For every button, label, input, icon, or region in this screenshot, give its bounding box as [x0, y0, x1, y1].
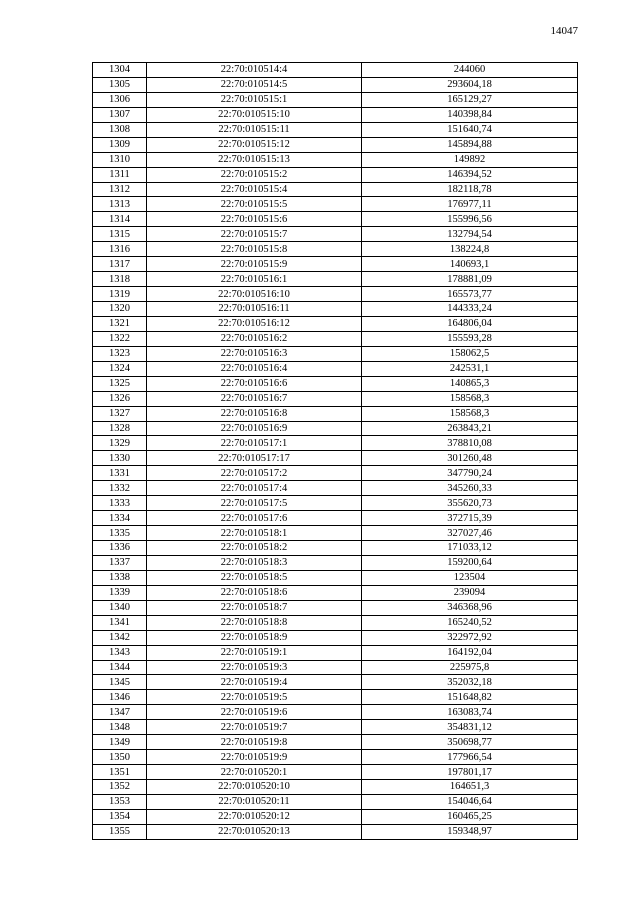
cadastral-number-cell: 22:70:010516:6 — [147, 376, 362, 391]
cadastral-value-cell: 123504 — [362, 570, 578, 585]
cadastral-number-cell: 22:70:010515:10 — [147, 107, 362, 122]
cadastral-value-cell: 163083,74 — [362, 705, 578, 720]
cadastral-value-cell: 140693,1 — [362, 257, 578, 272]
cadastral-value-cell: 171033,12 — [362, 541, 578, 556]
cadastral-value-cell: 158062,5 — [362, 346, 578, 361]
table-row — [93, 242, 578, 257]
row-number-cell: 1353 — [93, 794, 147, 809]
table-row — [93, 735, 578, 750]
cadastral-number-cell: 22:70:010518:3 — [147, 555, 362, 570]
table-row — [93, 122, 578, 137]
table-row — [93, 809, 578, 824]
cadastral-value-cell: 347790,24 — [362, 466, 578, 481]
row-number-cell: 1332 — [93, 481, 147, 496]
cadastral-number-cell: 22:70:010515:4 — [147, 182, 362, 197]
row-number-cell: 1318 — [93, 272, 147, 287]
table-row — [93, 137, 578, 152]
cadastral-number-cell: 22:70:010517:4 — [147, 481, 362, 496]
row-number-cell: 1341 — [93, 615, 147, 630]
row-number-cell: 1317 — [93, 257, 147, 272]
row-number-cell: 1315 — [93, 227, 147, 242]
table-row — [93, 197, 578, 212]
row-number-cell: 1349 — [93, 735, 147, 750]
cadastral-value-cell: 158568,3 — [362, 391, 578, 406]
row-number-cell: 1308 — [93, 122, 147, 137]
cadastral-number-cell: 22:70:010514:4 — [147, 63, 362, 78]
row-number-cell: 1329 — [93, 436, 147, 451]
cadastral-value-cell: 164806,04 — [362, 316, 578, 331]
table-row — [93, 92, 578, 107]
cadastral-number-cell: 22:70:010519:8 — [147, 735, 362, 750]
row-number-cell: 1334 — [93, 511, 147, 526]
table-row — [93, 780, 578, 795]
cadastral-value-cell: 146394,52 — [362, 167, 578, 182]
table-row — [93, 466, 578, 481]
cadastral-value-cell: 155996,56 — [362, 212, 578, 227]
cadastral-number-cell: 22:70:010517:2 — [147, 466, 362, 481]
cadastral-value-table — [92, 62, 578, 840]
cadastral-number-cell: 22:70:010514:5 — [147, 77, 362, 92]
cadastral-value-cell: 155593,28 — [362, 331, 578, 346]
table-row — [93, 526, 578, 541]
cadastral-value-cell: 164651,3 — [362, 780, 578, 795]
cadastral-number-cell: 22:70:010515:1 — [147, 92, 362, 107]
table-row — [93, 630, 578, 645]
table-row — [93, 316, 578, 331]
cadastral-number-cell: 22:70:010520:1 — [147, 765, 362, 780]
cadastral-number-cell: 22:70:010516:8 — [147, 406, 362, 421]
cadastral-number-cell: 22:70:010515:13 — [147, 152, 362, 167]
cadastral-number-cell: 22:70:010515:8 — [147, 242, 362, 257]
row-number-cell: 1321 — [93, 316, 147, 331]
table-row — [93, 705, 578, 720]
table-row — [93, 794, 578, 809]
row-number-cell: 1320 — [93, 302, 147, 317]
row-number-cell: 1355 — [93, 824, 147, 839]
table-row — [93, 287, 578, 302]
row-number-cell: 1313 — [93, 197, 147, 212]
cadastral-value-cell: 301260,48 — [362, 451, 578, 466]
row-number-cell: 1314 — [93, 212, 147, 227]
cadastral-number-cell: 22:70:010518:5 — [147, 570, 362, 585]
cadastral-number-cell: 22:70:010518:6 — [147, 585, 362, 600]
cadastral-number-cell: 22:70:010520:11 — [147, 794, 362, 809]
row-number-cell: 1324 — [93, 361, 147, 376]
table-row — [93, 645, 578, 660]
cadastral-number-cell: 22:70:010516:3 — [147, 346, 362, 361]
cadastral-value-cell: 138224,8 — [362, 242, 578, 257]
row-number-cell: 1312 — [93, 182, 147, 197]
cadastral-value-cell: 242531,1 — [362, 361, 578, 376]
cadastral-number-cell: 22:70:010518:8 — [147, 615, 362, 630]
cadastral-number-cell: 22:70:010519:5 — [147, 690, 362, 705]
row-number-cell: 1323 — [93, 346, 147, 361]
table-row — [93, 675, 578, 690]
row-number-cell: 1319 — [93, 287, 147, 302]
row-number-cell: 1343 — [93, 645, 147, 660]
table-row — [93, 451, 578, 466]
cadastral-number-cell: 22:70:010520:13 — [147, 824, 362, 839]
cadastral-value-cell: 140865,3 — [362, 376, 578, 391]
table-row — [93, 182, 578, 197]
row-number-cell: 1352 — [93, 780, 147, 795]
cadastral-number-cell: 22:70:010518:9 — [147, 630, 362, 645]
row-number-cell: 1336 — [93, 541, 147, 556]
cadastral-number-cell: 22:70:010519:9 — [147, 750, 362, 765]
row-number-cell: 1333 — [93, 496, 147, 511]
cadastral-value-cell: 140398,84 — [362, 107, 578, 122]
row-number-cell: 1338 — [93, 570, 147, 585]
cadastral-number-cell: 22:70:010516:4 — [147, 361, 362, 376]
table-row — [93, 481, 578, 496]
table-row — [93, 511, 578, 526]
table-body — [93, 63, 578, 840]
table-row — [93, 272, 578, 287]
row-number-cell: 1306 — [93, 92, 147, 107]
row-number-cell: 1328 — [93, 421, 147, 436]
cadastral-number-cell: 22:70:010516:12 — [147, 316, 362, 331]
table-row — [93, 227, 578, 242]
cadastral-value-cell: 244060 — [362, 63, 578, 78]
cadastral-value-cell: 345260,33 — [362, 481, 578, 496]
page-number: 14047 — [550, 25, 578, 37]
cadastral-value-cell: 322972,92 — [362, 630, 578, 645]
cadastral-value-cell: 151640,74 — [362, 122, 578, 137]
cadastral-number-cell: 22:70:010517:1 — [147, 436, 362, 451]
cadastral-value-cell: 263843,21 — [362, 421, 578, 436]
cadastral-number-cell: 22:70:010518:7 — [147, 600, 362, 615]
cadastral-value-cell: 132794,54 — [362, 227, 578, 242]
cadastral-number-cell: 22:70:010517:5 — [147, 496, 362, 511]
cadastral-number-cell: 22:70:010515:9 — [147, 257, 362, 272]
table-row — [93, 824, 578, 839]
table-row — [93, 421, 578, 436]
table-row — [93, 765, 578, 780]
table-row — [93, 107, 578, 122]
row-number-cell: 1335 — [93, 526, 147, 541]
cadastral-value-cell: 350698,77 — [362, 735, 578, 750]
cadastral-number-cell: 22:70:010519:7 — [147, 720, 362, 735]
cadastral-number-cell: 22:70:010517:6 — [147, 511, 362, 526]
row-number-cell: 1351 — [93, 765, 147, 780]
cadastral-value-cell: 178881,09 — [362, 272, 578, 287]
table-row — [93, 77, 578, 92]
table-row — [93, 346, 578, 361]
row-number-cell: 1322 — [93, 331, 147, 346]
row-number-cell: 1354 — [93, 809, 147, 824]
cadastral-value-cell: 144333,24 — [362, 302, 578, 317]
cadastral-number-cell: 22:70:010515:2 — [147, 167, 362, 182]
row-number-cell: 1347 — [93, 705, 147, 720]
cadastral-value-cell: 164192,04 — [362, 645, 578, 660]
cadastral-number-cell: 22:70:010519:4 — [147, 675, 362, 690]
table-row — [93, 361, 578, 376]
cadastral-value-cell: 346368,96 — [362, 600, 578, 615]
cadastral-number-cell: 22:70:010517:17 — [147, 451, 362, 466]
cadastral-number-cell: 22:70:010516:7 — [147, 391, 362, 406]
row-number-cell: 1345 — [93, 675, 147, 690]
row-number-cell: 1344 — [93, 660, 147, 675]
cadastral-number-cell: 22:70:010519:6 — [147, 705, 362, 720]
table-row — [93, 600, 578, 615]
cadastral-value-cell: 177966,54 — [362, 750, 578, 765]
table-row — [93, 496, 578, 511]
cadastral-number-cell: 22:70:010519:1 — [147, 645, 362, 660]
cadastral-value-cell: 355620,73 — [362, 496, 578, 511]
cadastral-number-cell: 22:70:010519:3 — [147, 660, 362, 675]
row-number-cell: 1310 — [93, 152, 147, 167]
cadastral-value-cell: 159348,97 — [362, 824, 578, 839]
table-row — [93, 331, 578, 346]
cadastral-value-cell: 158568,3 — [362, 406, 578, 421]
cadastral-value-cell: 160465,25 — [362, 809, 578, 824]
table-row — [93, 615, 578, 630]
row-number-cell: 1348 — [93, 720, 147, 735]
cadastral-value-cell: 354831,12 — [362, 720, 578, 735]
table-row — [93, 391, 578, 406]
table-row — [93, 690, 578, 705]
table-row — [93, 302, 578, 317]
cadastral-number-cell: 22:70:010515:6 — [147, 212, 362, 227]
table-row — [93, 555, 578, 570]
row-number-cell: 1309 — [93, 137, 147, 152]
row-number-cell: 1325 — [93, 376, 147, 391]
cadastral-value-cell: 151648,82 — [362, 690, 578, 705]
row-number-cell: 1346 — [93, 690, 147, 705]
cadastral-value-cell: 239094 — [362, 585, 578, 600]
row-number-cell: 1339 — [93, 585, 147, 600]
table-row — [93, 406, 578, 421]
row-number-cell: 1342 — [93, 630, 147, 645]
table-row — [93, 212, 578, 227]
cadastral-value-cell: 182118,78 — [362, 182, 578, 197]
row-number-cell: 1311 — [93, 167, 147, 182]
row-number-cell: 1327 — [93, 406, 147, 421]
row-number-cell: 1304 — [93, 63, 147, 78]
cadastral-number-cell: 22:70:010516:9 — [147, 421, 362, 436]
cadastral-value-cell: 165240,52 — [362, 615, 578, 630]
row-number-cell: 1331 — [93, 466, 147, 481]
row-number-cell: 1337 — [93, 555, 147, 570]
cadastral-number-cell: 22:70:010515:5 — [147, 197, 362, 212]
cadastral-number-cell: 22:70:010516:1 — [147, 272, 362, 287]
cadastral-value-cell: 197801,17 — [362, 765, 578, 780]
cadastral-value-cell: 327027,46 — [362, 526, 578, 541]
table-row — [93, 570, 578, 585]
table-row — [93, 152, 578, 167]
cadastral-number-cell: 22:70:010520:12 — [147, 809, 362, 824]
cadastral-value-cell: 378810,08 — [362, 436, 578, 451]
table-row — [93, 541, 578, 556]
cadastral-number-cell: 22:70:010516:10 — [147, 287, 362, 302]
cadastral-number-cell: 22:70:010518:2 — [147, 541, 362, 556]
cadastral-value-cell: 165573,77 — [362, 287, 578, 302]
cadastral-value-cell: 293604,18 — [362, 77, 578, 92]
cadastral-number-cell: 22:70:010516:2 — [147, 331, 362, 346]
table-row — [93, 376, 578, 391]
cadastral-value-cell: 176977,11 — [362, 197, 578, 212]
cadastral-number-cell: 22:70:010516:11 — [147, 302, 362, 317]
row-number-cell: 1316 — [93, 242, 147, 257]
row-number-cell: 1307 — [93, 107, 147, 122]
row-number-cell: 1340 — [93, 600, 147, 615]
table-row — [93, 585, 578, 600]
cadastral-number-cell: 22:70:010515:7 — [147, 227, 362, 242]
row-number-cell: 1326 — [93, 391, 147, 406]
table-row — [93, 720, 578, 735]
table-row — [93, 167, 578, 182]
table-row — [93, 63, 578, 78]
cadastral-value-cell: 159200,64 — [362, 555, 578, 570]
cadastral-value-cell: 149892 — [362, 152, 578, 167]
cadastral-number-cell: 22:70:010520:10 — [147, 780, 362, 795]
row-number-cell: 1330 — [93, 451, 147, 466]
cadastral-value-cell: 372715,39 — [362, 511, 578, 526]
cadastral-value-cell: 154046,64 — [362, 794, 578, 809]
table-row — [93, 257, 578, 272]
cadastral-number-cell: 22:70:010515:12 — [147, 137, 362, 152]
cadastral-value-cell: 225975,8 — [362, 660, 578, 675]
cadastral-value-cell: 165129,27 — [362, 92, 578, 107]
cadastral-number-cell: 22:70:010518:1 — [147, 526, 362, 541]
table-row — [93, 436, 578, 451]
cadastral-number-cell: 22:70:010515:11 — [147, 122, 362, 137]
row-number-cell: 1350 — [93, 750, 147, 765]
cadastral-value-cell: 145894,88 — [362, 137, 578, 152]
table-row — [93, 750, 578, 765]
row-number-cell: 1305 — [93, 77, 147, 92]
cadastral-value-cell: 352032,18 — [362, 675, 578, 690]
table-row — [93, 660, 578, 675]
